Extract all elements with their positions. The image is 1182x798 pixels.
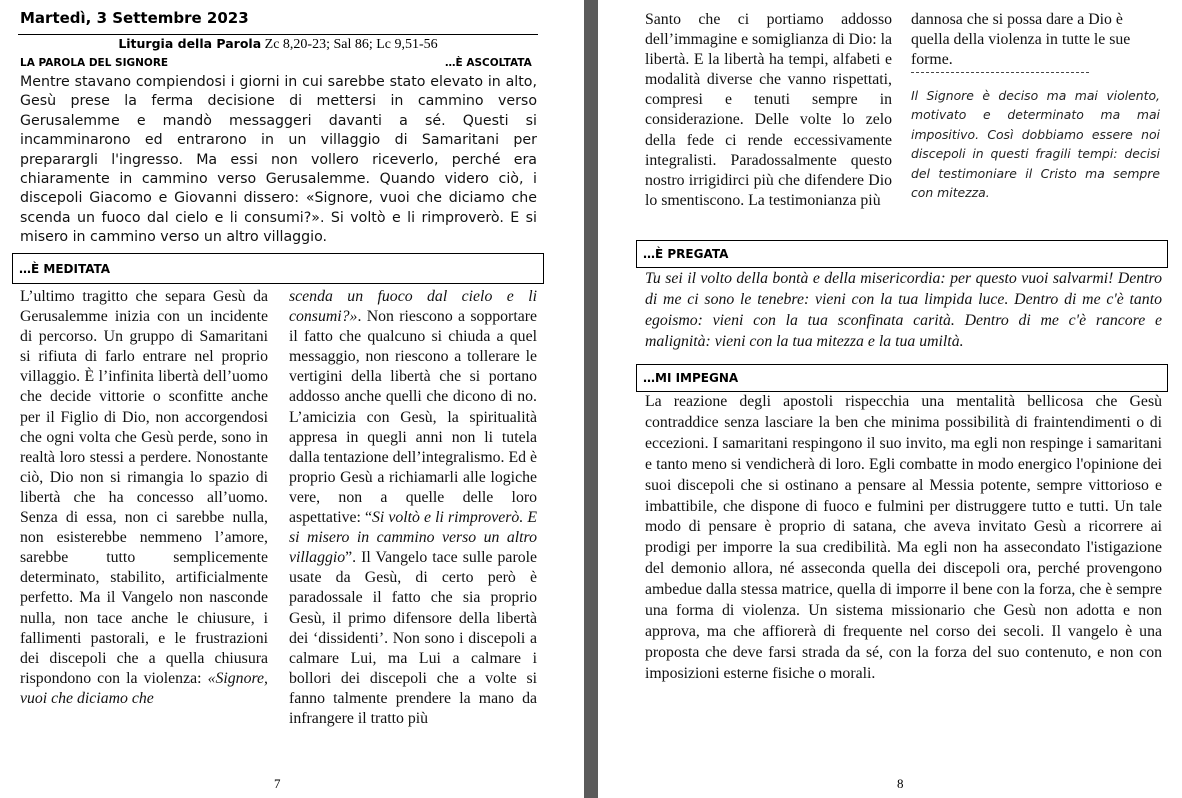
dashed-separator (911, 72, 1089, 73)
meditation-col2-quote2: Si voltò e li rimproverò. E si misero in cammino verso un altro villaggio (289, 509, 537, 567)
section-pregata-label: …È PREGATA (643, 247, 729, 261)
liturgy-label: Liturgia della Parola (118, 36, 262, 51)
meditation-col1-text: L’ultimo tragitto che separa Gesù da Gerusalemme inizia con un incidente di percorso. Un gruppo di Samaritani si rifiuta di farlo entrare nel proprio villaggio. È l’infinita libertà dell’uomo che decide vittorie o sconfitte anche per il Figlio di Dio, non accorgendosi che ogni volta che Gesù perde, sono in realtà loro stessi a perdere. Nonostante ciò, Dio non si rimangia lo spazio di libertà che ha concesso all’uomo. Senza di essa, non ci sarebbe nulla, non esisterebbe nemmeno l’amore, sarebbe tutto semplicemente determinato, stabilito, artificialmente perfetto. Ma il Vangelo non nasconde nulla, non tace anche le chiusure, i fallimenti pastorali, e le frustrazioni dei discepoli che a quella chiusura rispondono con la violenza: (20, 288, 268, 687)
meditation-col2-text-b: ”. Il Vangelo tace sulle parole usate da Gesù, di certo però è paradossale il fatto che sia proprio Gesù, il primo difensore della libertà dei ‘dissidenti’. Non sono i discepoli a calmare Lui, ma Lui a calmare i bollori dei discepoli che a volte si fanno talmente prendere la mano da infrangere il tratto più (289, 549, 537, 727)
gospel-text: Mentre stavano compiendosi i giorni in cui sarebbe stato elevato in alto, Gesù prese la ferma decisione di mettersi in cammino verso Gerusalemme e mandò messaggeri davanti a sé. Questi si incamminarono ed entrarono in un villaggio di Samaritani per preparargli l'ingresso. Ma essi non vollero riceverlo, perché era chiaramente in cammino verso Gerusalemme. Quando videro ciò, i discepoli Giacomo e Giovanni dissero: «Signore, vuoi che diciamo che scenda un fuoco dal cielo e li consumi?». Si voltò e li rimproverò. E si misero in cammino verso un altro villaggio. (20, 74, 537, 246)
meditation-column-1 (20, 287, 268, 709)
page-number-7: 7 (274, 776, 281, 791)
header-rule (18, 34, 538, 35)
date-heading: Martedì, 3 Settembre 2023 (20, 9, 249, 27)
meditation-col2-quote: scenda un fuoco dal cielo e li consumi?» (289, 288, 537, 326)
liturgy-refs: Zc 8,20-23; Sal 86; Lc 9,51-56 (261, 37, 438, 52)
section-meditata-label: …È MEDITATA (19, 261, 111, 276)
meditation-col2-text-a: . Non riescono a sopportare il fatto che qualcuno si chiuda a quel messaggio, non riescono a tollerare le vertigini della libertà che si portano addosso anche quelli che dicono di no. L’amicizia con Gesù, la spiritualità appresa in quegli anni non li tutela dalla tentazione dell’integralismo. Ed è proprio Gesù a richiamarli alle logiche vere, non a quelle delle loro aspettative: “ (289, 308, 537, 527)
meditation-col1-quote: «Signore, vuoi che diciamo che (20, 669, 268, 707)
ascoltata-header: …È ASCOLTATA (445, 57, 532, 69)
prayer-text: Tu sei il volto della bontà e della misericordia: per questo vuoi salvarmi! Dentro di me ci sono le tenebre: vieni con la tua limpida luce. Dentro di me c'è tanto egoismo: vieni con la tua sconfinata carità. Dentro di me c'è rancore e malignità: vieni con la tua mitezza e la tua umiltà. (645, 270, 1162, 350)
page-8 (598, 0, 1182, 798)
continuation-column-2: dannosa che si possa dare a Dio è quella della violenza in tutte le sue forme. (911, 11, 1131, 69)
motto-text: Il Signore è deciso ma mai violento, motivato e determinato ma mai impositivo. Così dobbiamo essere noi discepoli in questi fragili tempi: decisi del testimoniare il Cristo ma sempre con mitezza. (911, 88, 1160, 201)
page-number-8: 8 (897, 776, 904, 791)
section-impegna-label: …MI IMPEGNA (643, 371, 739, 385)
page-7 (0, 0, 584, 798)
meditation-column-2 (289, 287, 537, 729)
section-pregata (636, 240, 1168, 268)
section-impegna (636, 364, 1168, 392)
parola-header: LA PAROLA DEL SIGNORE (20, 57, 169, 69)
commitment-text: La reazione degli apostoli rispecchia una mentalità bellicosa che Gesù contraddice senza lasciare la ben che minima possibilità di fraintendimenti o di eccezioni. I samaritani respingono il suo invito, ma egli non respinge i samaritani e tanto meno si vendicherà di loro. Egli combatte in modo energico l'opinione dei suoi discepoli che si ostinano a pensare al Messia potente, sempre vittorioso e imbattibile, che dispone di fuoco e fulmini per distruggere tutto e tutti. Un tale modo di pensare è proprio di satana, che aveva invitato Gesù a ricorrere ai prodigi per imporre la sua credibilità. Ma egli non ha assecondato l'istigazione del demonio allora, né asseconda quella dei discepoli ora, perché provengono ambedue dalla stessa matrice, quella di imporre il bene con la forza, che è sempre una forma di violenza. Un sistema missionario che Gesù non adotta e non approva, ma che affiorerà di frequente nel corso dei secoli. Il vangelo è una proposta che deve farsi strada da sé, con la forza del suo contenuto, e non con imposizioni esterne fisiche o morali. (645, 393, 1162, 682)
continuation-column-1: Santo che ci portiamo addosso dell’immagine e somiglianza di Dio: la libertà. E la libertà ha tempi, alfabeti e modalità diverse che vanno rispettati, compresi e tenuti sempre in considerazione. Delle volte lo zelo della fede ci rende eccessivamente integralisti. Paradossalmente questo nostro irrigidirci più che difendere Dio lo smentiscono. La testimonianza più (645, 11, 892, 209)
section-meditata (12, 253, 544, 284)
liturgy-line (18, 36, 538, 53)
